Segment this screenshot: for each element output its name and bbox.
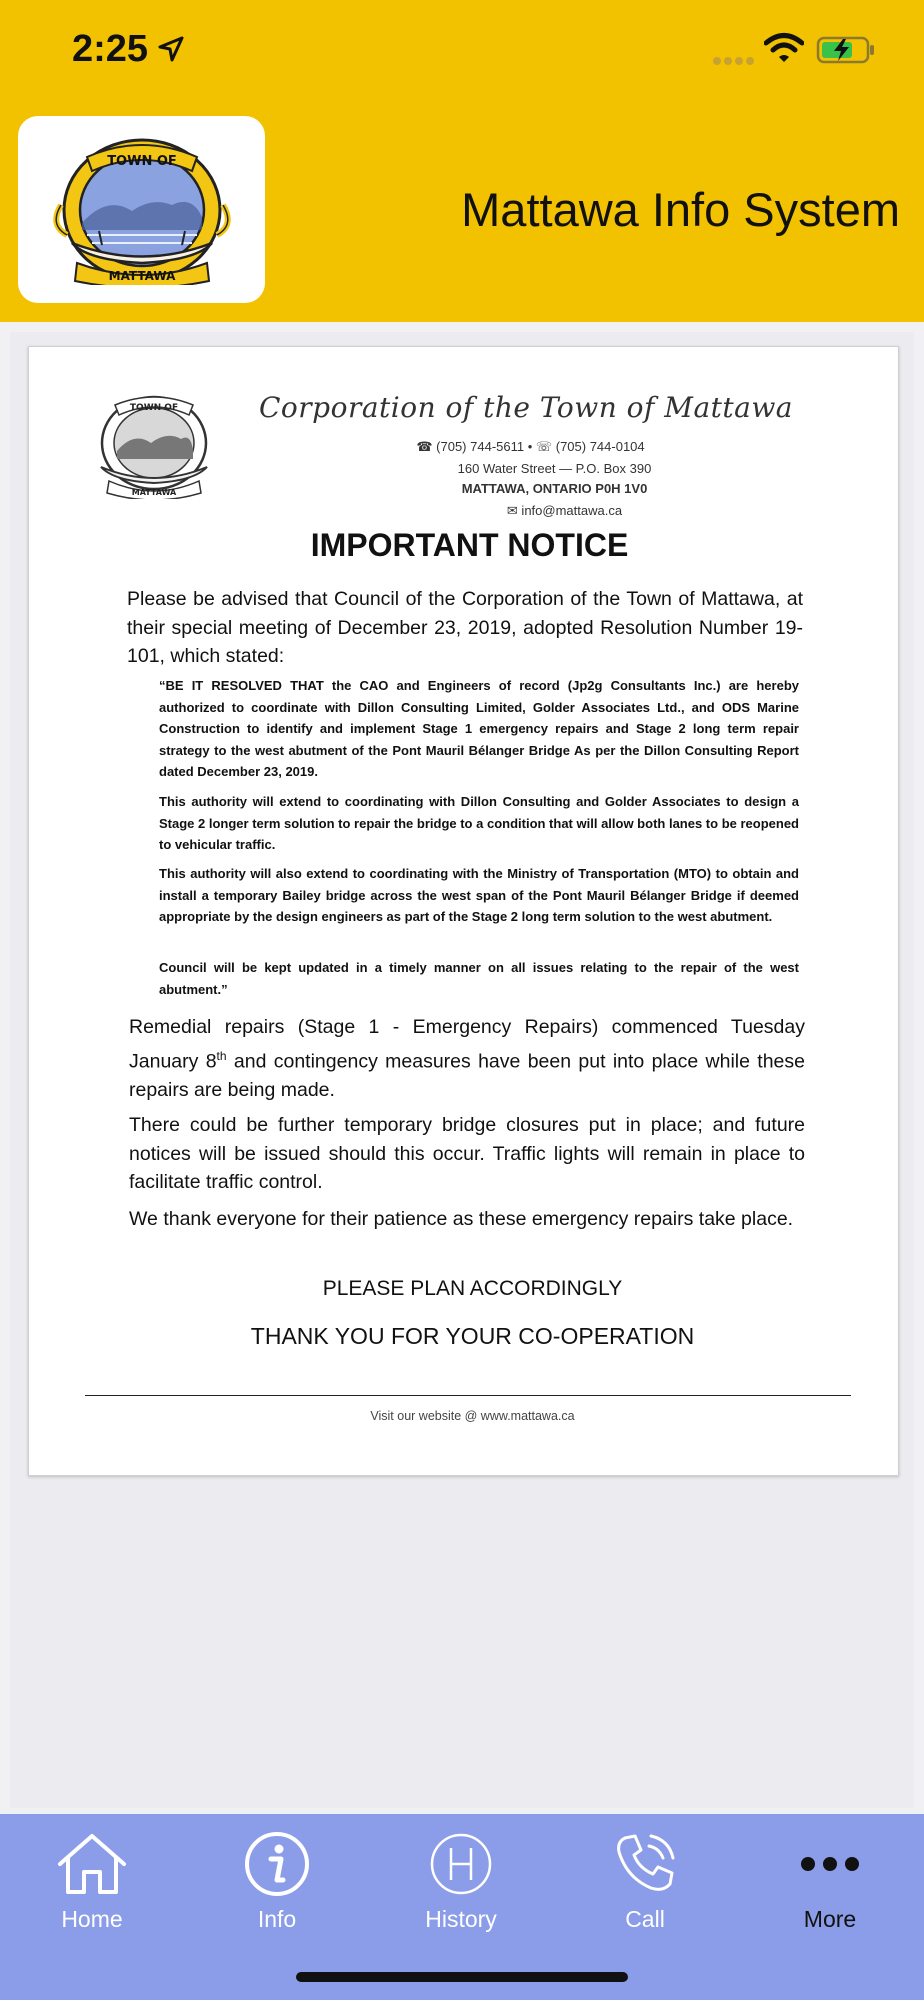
tab-more-label: More	[803, 1906, 857, 1932]
wifi-icon	[764, 32, 804, 64]
phone-icon	[611, 1830, 679, 1898]
intro-paragraph: Please be advised that Council of the Corporation of the Town of Mattawa, at their special meeting of December 23, 2019, adopted Resolution Number 19-101, which stated:	[127, 588, 803, 667]
remedial-repairs-paragraph: Remedial repairs (Stage 1 - Emergency Repairs) commenced Tuesday January 8th and contingency measures have been put into place while these repairs are being made.	[129, 1016, 805, 1101]
history-icon	[429, 1832, 493, 1896]
tab-history-label: History	[425, 1906, 497, 1932]
svg-text:TOWN OF: TOWN OF	[106, 153, 177, 169]
street-address: 160 Water Street — P.O. Box 390	[457, 461, 652, 476]
notice-title: IMPORTANT NOTICE	[310, 527, 629, 563]
town-logo	[18, 116, 265, 303]
resolution-paragraph-3: This authority will also extend to coordinating with the Ministry of Transportation (MTO) to obtain and install a temporary Bailey bridge across the west span of the Pont Mauril Bélanger Bridge if deemed appropriate by the design engineers as part of the Stage 2 long term solution to the west abutment.	[159, 866, 799, 924]
tab-history[interactable]	[369, 1814, 553, 1954]
location-arrow-icon	[158, 36, 184, 62]
battery-charging-icon	[816, 36, 876, 64]
plan-accordingly: PLEASE PLAN ACCORDINGLY	[322, 1277, 623, 1300]
tab-more[interactable]	[738, 1814, 922, 1954]
content-area[interactable]	[10, 332, 914, 1808]
tab-home[interactable]	[0, 1814, 184, 1954]
more-icon	[800, 1854, 860, 1874]
status-time: 2:25	[72, 28, 149, 70]
town-of-mattawa-seal-icon	[47, 135, 237, 285]
tab-call-label: Call	[625, 1906, 665, 1932]
email-line: ✉ info@mattawa.ca	[506, 503, 623, 518]
website-footer: Visit our website @ www.mattawa.ca	[370, 1409, 575, 1423]
tab-info[interactable]	[185, 1814, 369, 1954]
home-icon	[56, 1832, 128, 1896]
svg-text:MATTAWA: MATTAWA	[131, 488, 177, 497]
document-divider	[85, 1395, 851, 1396]
tab-call[interactable]	[553, 1814, 737, 1954]
corporation-name: Corporation of the Town of Mattawa	[259, 391, 794, 424]
info-icon	[243, 1830, 311, 1898]
phone-line: ☎ (705) 744-5611 • ☏ (705) 744-0104	[416, 439, 645, 454]
closures-paragraph: There could be further temporary bridge closures put in place; and future notices will be issued should this occur. Traffic lights will remain in place to facilitate traffic control.	[129, 1114, 805, 1193]
app-title: Mattawa Info System	[461, 183, 900, 236]
resolution-paragraph-2: This authority will extend to coordinating with Dillon Consulting and Golder Associates to design a Stage 2 longer term solution to repair the bridge to a condition that will allow both lanes to be reopened to vehicular traffic.	[159, 794, 799, 852]
home-indicator[interactable]	[296, 1972, 628, 1982]
thank-you-line: THANK YOU FOR YOUR CO-OPERATION	[250, 1323, 695, 1349]
app-header	[0, 0, 924, 322]
notice-document[interactable]	[28, 346, 899, 1476]
tab-info-label: Info	[257, 1906, 297, 1932]
resolution-paragraph-1: “BE IT RESOLVED THAT the CAO and Engineers of record (Jp2g Consultants Inc.) are hereby authorized to coordinate with Dillon Consulting Limited, Golder Associates Ltd., and ODS Marine Construction to identify and implement Stage 1 emergency repairs and Stage 2 long term repair strategy to the west abutment of the Pont Mauril Bélanger Bridge As per the Dillon Consulting Report dated December 23, 2019.	[159, 678, 799, 779]
tab-home-label: Home	[61, 1906, 123, 1932]
city-address: MATTAWA, ONTARIO P0H 1V0	[461, 481, 648, 496]
svg-text:MATTAWA: MATTAWA	[108, 268, 175, 283]
svg-text:TOWN OF: TOWN OF	[129, 403, 179, 413]
thanks-paragraph: We thank everyone for their patience as these emergency repairs take place.	[129, 1208, 794, 1230]
cellular-signal-icon	[712, 56, 756, 66]
resolution-paragraph-4: Council will be kept updated in a timely manner on all issues relating to the repair of the west abutment.”	[159, 960, 799, 997]
